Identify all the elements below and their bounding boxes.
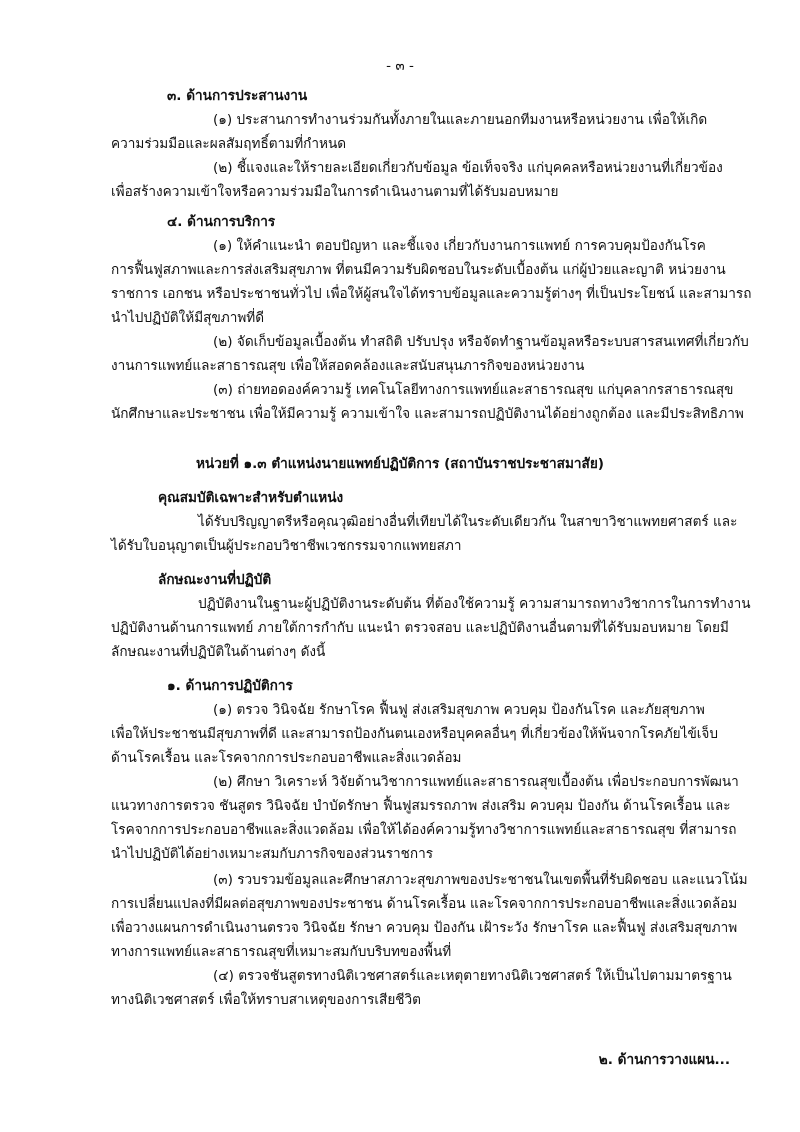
paragraph-line: เพื่อวางแผนการดำเนินงานตรวจ วินิจฉัย รักษา ควบคุม ป้องกัน เฝ้าระวัง รักษาโรค และฟื้นฟู ส่งเสริมสุขภาพ [111, 920, 738, 936]
paragraph-line: ทางนิติเวชศาสตร์ เพื่อให้ทราบสาเหตุของการเสียชีวิต [111, 992, 421, 1008]
paragraph-line: โรคจากการประกอบอาชีพและสิ่งแวดล้อม เพื่อให้ได้องค์ความรู้ทางวิชาการแพทย์และสาธารณสุข ที่สามารถ [111, 822, 737, 838]
paragraph-line: การฟื้นฟูสภาพและการส่งเสริมสุขภาพ ที่ตนมีความรับผิดชอบในระดับเบื้องต้น แก่ผู้ป่วยและญาติ หน่วยงาน [111, 262, 726, 278]
operations-heading: ๑. ด้านการปฏิบัติการ [167, 678, 293, 694]
paragraph-line: (๔) ตรวจชันสูตรทางนิติเวชศาสตร์และเหตุตายทางนิติเวชศาสตร์ ให้เป็นไปตามมาตรฐาน [213, 968, 732, 984]
paragraph-line: นำไปปฏิบัติได้อย่างเหมาะสมกับภารกิจของส่วนราชการ [111, 846, 434, 862]
paragraph-line: (๓) รวบรวมข้อมูลและศึกษาสภาวะสุขภาพของประชาชนในเขตพื้นที่รับผิดชอบ และแนวโน้ม [213, 872, 748, 888]
paragraph-line: นักศึกษาและประชาชน เพื่อให้มีความรู้ ความเข้าใจ และสามารถปฏิบัติงานได้อย่างถูกต้อง และมีประสิทธิภาพ [111, 406, 744, 422]
paragraph-line: ปฏิบัติงานด้านการแพทย์ ภายใต้การกำกับ แนะนำ ตรวจสอบ และปฏิบัติงานอื่นตามที่ได้รับมอบหมาย โดยมี [111, 620, 729, 636]
paragraph-line: ลักษณะงานที่ปฏิบัติในด้านต่างๆ ดังนี้ [111, 644, 326, 660]
paragraph-line: เพื่อสร้างความเข้าใจหรือความร่วมมือในการดำเนินงานตามที่ได้รับมอบหมาย [111, 184, 559, 200]
paragraph-line: ปฏิบัติงานในฐานะผู้ปฏิบัติงานระดับต้น ที่ต้องใช้ความรู้ ความสามารถทางวิชาการในการทำงาน [198, 596, 751, 612]
paragraph-line: เพื่อให้ประชาชนมีสุขภาพที่ดี และสามารถป้องกันตนเองหรือบุคคลอื่นๆ ที่เกี่ยวข้องให้พ้นจากโรคภัยไข้เจ็บ [111, 726, 719, 742]
paragraph-line: ได้รับปริญญาตรีหรือคุณวุฒิอย่างอื่นที่เทียบได้ในระดับเดียวกัน ในสาขาวิชาแพทยศาสตร์ และ [198, 514, 738, 530]
paragraph-line: (๑) ให้คำแนะนำ ตอบปัญหา และชี้แจง เกี่ยวกับงานการแพทย์ การควบคุมป้องกันโรค [213, 238, 706, 254]
paragraph-line: ราชการ เอกชน หรือประชาชนทั่วไป เพื่อให้ผู้สนใจได้ทราบข้อมูลและความรู้ต่างๆ ที่เป็นประโยชน์ และสามารถ [111, 286, 752, 302]
section-4-heading: ๔. ด้านการบริการ [167, 214, 276, 230]
continuation-note: ๒. ด้านการวางแผน... [598, 1052, 730, 1068]
paragraph-line: (๑) ประสานการทำงานร่วมกันทั้งภายในและภายนอกทีมงานหรือหน่วยงาน เพื่อให้เกิด [213, 112, 708, 128]
paragraph-line: นำไปปฏิบัติให้มีสุขภาพที่ดี [111, 310, 265, 326]
qualifications-heading: คุณสมบัติเฉพาะสำหรับตำแหน่ง [158, 490, 344, 506]
unit-title: หน่วยที่ ๑.๓ ตำแหน่งนายแพทย์ปฏิบัติการ (สถาบันราชประชาสมาสัย) [195, 456, 605, 472]
paragraph-line: ได้รับใบอนุญาตเป็นผู้ประกอบวิชาชีพเวชกรรมจากแพทยสภา [111, 538, 462, 554]
section-3-heading: ๓. ด้านการประสานงาน [167, 88, 308, 104]
paragraph-line: (๑) ตรวจ วินิจฉัย รักษาโรค ฟื้นฟู ส่งเสริมสุขภาพ ควบคุม ป้องกันโรค และภัยสุขภาพ [213, 702, 705, 718]
page-number: - ๓ - [386, 58, 414, 74]
paragraph-line: ทางการแพทย์และสาธารณสุขที่เหมาะสมกับบริบทของพื้นที่ [111, 944, 452, 960]
paragraph-line: (๒) ศึกษา วิเคราะห์ วิจัยด้านวิชาการแพทย์และสาธารณสุขเบื้องต้น เพื่อประกอบการพัฒนา [213, 774, 739, 790]
duties-heading: ลักษณะงานที่ปฏิบัติ [158, 572, 272, 588]
paragraph-line: การเปลี่ยนแปลงที่มีผลต่อสุขภาพของประชาชน ด้านโรคเรื้อน และโรคจากการประกอบอาชีพและสิ่งแวดล้อม [111, 896, 738, 912]
paragraph-line: ความร่วมมือและผลสัมฤทธิ์ตามที่กำหนด [111, 136, 347, 152]
paragraph-line: แนวทางการตรวจ ชันสูตร วินิจฉัย บำบัดรักษา ฟื้นฟูสมรรถภาพ ส่งเสริม ควบคุม ป้องกัน ด้านโรคเรื้อน และ [111, 798, 731, 814]
paragraph-line: (๒) จัดเก็บข้อมูลเบื้องต้น ทำสถิติ ปรับปรุง หรือจัดทำฐานข้อมูลหรือระบบสารสนเทศที่เกี่ยวกับ [213, 334, 749, 350]
paragraph-line: (๓) ถ่ายทอดองค์ความรู้ เทคโนโลยีทางการแพทย์และสาธารณสุข แก่บุคลากรสาธารณสุข [213, 382, 734, 398]
paragraph-line: งานการแพทย์และสาธารณสุข เพื่อให้สอดคล้องและสนับสนุนภารกิจของหน่วยงาน [111, 358, 585, 374]
paragraph-line: ด้านโรคเรื้อน และโรคจากการประกอบอาชีพและสิ่งแวดล้อม [111, 750, 462, 766]
paragraph-line: (๒) ชี้แจงและให้รายละเอียดเกี่ยวกับข้อมูล ข้อเท็จจริง แก่บุคคลหรือหน่วยงานที่เกี่ยวข้อง [213, 160, 723, 176]
